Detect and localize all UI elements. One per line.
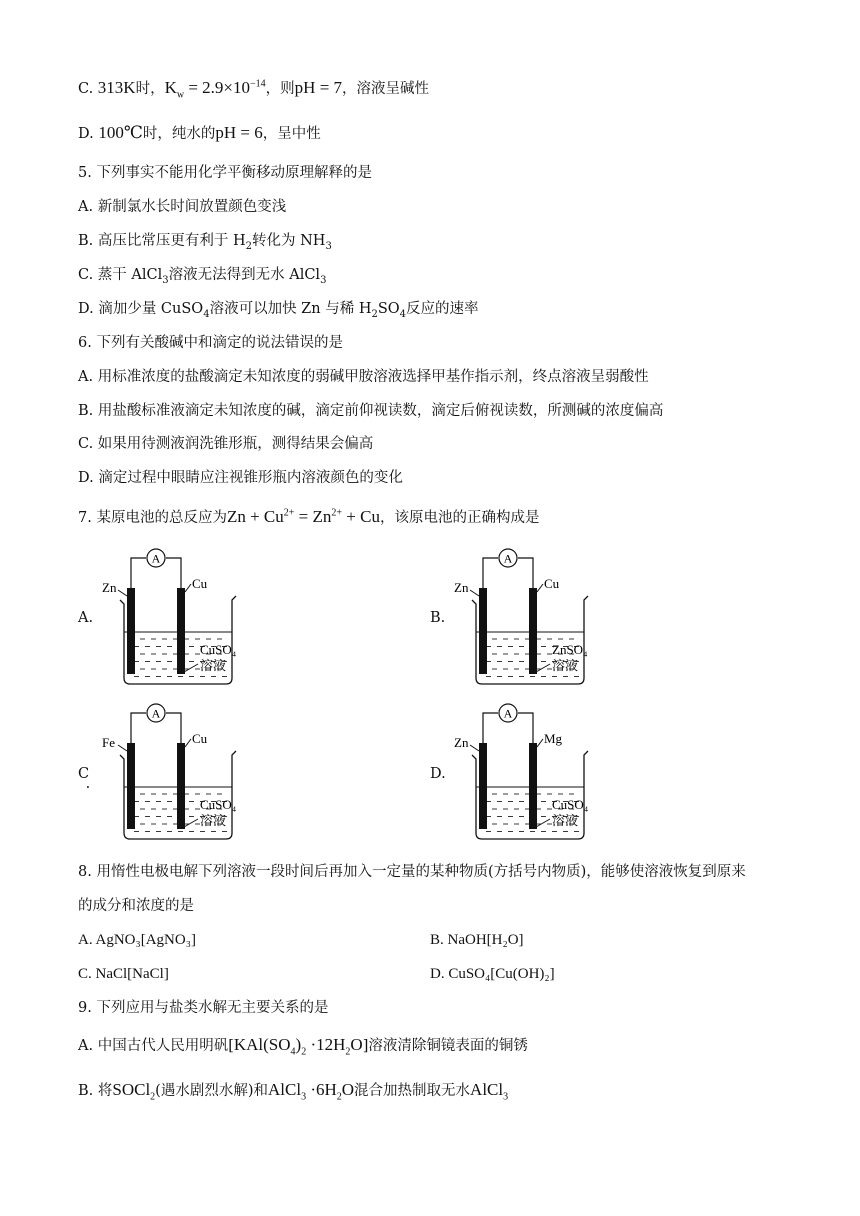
electrode-right (529, 588, 537, 674)
q4-option-c: C. 313K时，$K_w = 2.9\times 10^{-14}$，则pH = 7，溶液呈碱性 (78, 78, 430, 101)
electrode-left-label: Zn (454, 580, 469, 595)
q7-option-c-label: C. (78, 766, 91, 792)
electrode-right (529, 743, 537, 829)
q8-option-d: D. CuSO₄[Cu(OH)₂] (430, 966, 555, 982)
q8-stem-line2: 的成分和浓度的是 (78, 898, 194, 914)
wire-left (483, 558, 498, 590)
solution-leader (536, 819, 550, 827)
solution-label: CuSO₄ (200, 642, 237, 657)
electrode-right (177, 743, 185, 829)
ammeter-label: A (503, 706, 513, 721)
q7-stem: 7. 某原电池的总反应为$Zn + Cu^{2+} = Zn^{2+} + Cu$，该原电池的正确构成是 (78, 507, 540, 526)
q6-option-c: C. 如果用待测液润洗锥形瓶，测得结果会偏高 (78, 436, 374, 452)
wire-left (131, 713, 146, 745)
electrode-right-leader (185, 584, 191, 592)
electrode-left (479, 588, 487, 674)
solution-label: ZnSO₄ (552, 642, 588, 657)
solution-leader (536, 664, 550, 672)
electrode-left (127, 588, 135, 674)
electrode-right-label: Cu (192, 576, 208, 591)
electrode-right-leader (185, 739, 191, 747)
ammeter-label: A (151, 551, 161, 566)
cell-diagram-d (450, 703, 610, 845)
q4-option-d: D. 100℃时，纯水的pH = 6，呈中性 (78, 123, 321, 142)
solution-word: 溶液 (200, 813, 227, 828)
electrode-left-leader (118, 745, 127, 751)
solution-word: 溶液 (552, 658, 579, 673)
electrode-left-label: Zn (454, 735, 469, 750)
electrode-left-leader (118, 590, 127, 596)
wire-right (166, 558, 181, 590)
solution-label: CuSO₄ (552, 797, 589, 812)
electrode-left-leader (470, 745, 479, 751)
q9-option-b: B. 将SOCl$_2$(遇水剧烈水解)和AlCl$_3$ $\cdot 6H_2O$混合加热制取无水AlCl$_3$ (78, 1080, 509, 1103)
wire-left (131, 558, 146, 590)
solution-leader (184, 664, 198, 672)
q5-option-a: A. 新制氯水长时间放置颜色变浅 (78, 199, 287, 215)
q6-option-b: B. 用盐酸标准液滴定未知浓度的碱，滴定前仰视读数，滴定后俯视读数，所测碱的浓度偏高 (78, 403, 664, 419)
wire-left (483, 713, 498, 745)
electrode-left-label: Fe (102, 735, 115, 750)
q8-stem-line1: 8. 用惰性电极电解下列溶液一段时间后再加入一定量的某种物质(方括号内物质)，能够使溶液恢复到原来 (78, 864, 746, 880)
electrode-left-leader (470, 590, 479, 596)
q6-option-a: A. 用标准浓度的盐酸滴定未知浓度的弱碱甲胺溶液选择甲基作指示剂，终点溶液呈弱酸性 (78, 369, 649, 385)
solution-label: CuSO₄ (200, 797, 237, 812)
electrode-left (479, 743, 487, 829)
electrode-right-label: Cu (544, 576, 560, 591)
q8-option-a: A. AgNO₃[AgNO₃] (78, 932, 196, 948)
q5-option-c: C. 蒸干 AlCl$_3$溶液无法得到无水 AlCl$_3$ (78, 267, 327, 286)
solution-word: 溶液 (200, 658, 227, 673)
electrode-right-label: Mg (544, 731, 563, 746)
q7-option-b-label: B. (430, 610, 446, 626)
cell-diagram-a (98, 548, 258, 690)
q5-stem: 5. 下列事实不能用化学平衡移动原理解释的是 (78, 165, 372, 181)
ammeter-label: A (151, 706, 161, 721)
solution-leader (184, 819, 198, 827)
q9-option-a: A. 中国古代人民用明矾$[KAl(SO_4)_2 \cdot 12H_2O]$溶液清除铜镜表面的铜锈 (78, 1035, 528, 1058)
q7-option-d-label: D. (430, 766, 446, 782)
q8-option-c: C. NaCl[NaCl] (78, 966, 169, 982)
q7-option-a-label: A. (78, 610, 94, 626)
q6-option-d: D. 滴定过程中眼睛应注视锥形瓶内溶液颜色的变化 (78, 470, 403, 486)
solution-word: 溶液 (552, 813, 579, 828)
q5-option-d: D. 滴加少量 CuSO$_4$溶液可以加快 Zn 与稀 $H_2SO_4$反应的速率 (78, 301, 479, 320)
electrode-left (127, 743, 135, 829)
electrode-right (177, 588, 185, 674)
electrode-left-label: Zn (102, 580, 117, 595)
wire-right (518, 558, 533, 590)
electrode-right-leader (537, 739, 543, 747)
ammeter-label: A (503, 551, 513, 566)
electrode-right-leader (537, 584, 543, 592)
q9-stem: 9. 下列应用与盐类水解无主要关系的是 (78, 1000, 329, 1016)
wire-right (166, 713, 181, 745)
q6-stem: 6. 下列有关酸碱中和滴定的说法错误的是 (78, 335, 343, 351)
electrode-right-label: Cu (192, 731, 208, 746)
wire-right (518, 713, 533, 745)
cell-diagram-b (450, 548, 610, 690)
cell-diagram-c (98, 703, 258, 845)
q5-option-b: B. 高压比常压更有利于 $H_2$转化为 $NH_3$ (78, 233, 332, 252)
q8-option-b: B. NaOH[H₂O] (430, 932, 524, 948)
